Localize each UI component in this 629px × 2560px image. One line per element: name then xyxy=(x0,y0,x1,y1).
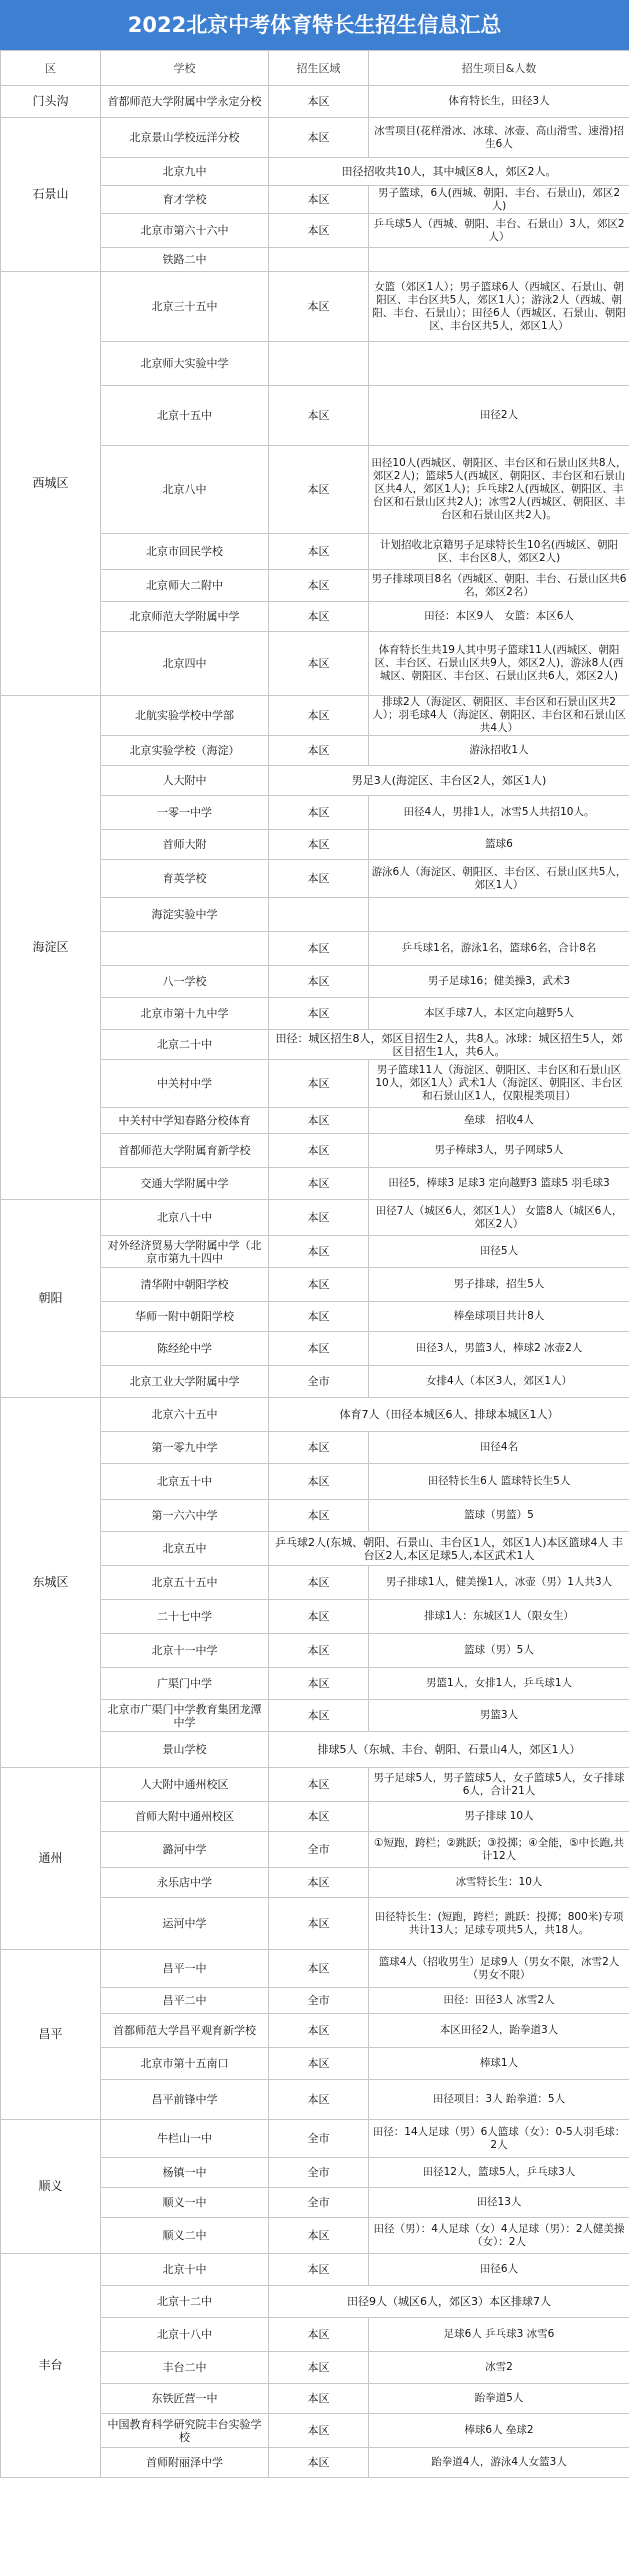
school-cell: 对外经济贸易大学附属中学（北京市第九十四中 xyxy=(101,1236,269,1268)
school-cell: 北京十八中 xyxy=(101,2318,269,2352)
project-cell: 足球6人 乒乓球3 冰雪6 xyxy=(369,2318,629,2352)
area-cell: 本区 xyxy=(269,696,369,736)
school-cell: 丰台二中 xyxy=(101,2352,269,2384)
school-cell: 第一零九中学 xyxy=(101,1432,269,1464)
combined-area-project-cell: 田径9人（城区6人，郊区3）本区排球7人 xyxy=(269,2286,629,2318)
project-cell: 计划招收北京籍男子足球特长生10名(西城区、朝阳区、丰台区8人，郊区2人) xyxy=(369,534,629,570)
project-cell xyxy=(369,898,629,932)
area-cell: 本区 xyxy=(269,830,369,860)
area-cell: 本区 xyxy=(269,272,369,342)
project-cell: 田径3人，男篮3人，棒球2 冰壶2人 xyxy=(369,1332,629,1366)
area-cell: 本区 xyxy=(269,1500,369,1532)
area-cell: 本区 xyxy=(269,632,369,696)
project-cell: 田径4人，男排1人，冰雪5人共招10人。 xyxy=(369,796,629,830)
project-cell: 田径特长生：(短跑，跨栏；跳跃：投掷；800米)专项共计13人；足球专项共5人，共18人。 xyxy=(369,1898,629,1950)
header-district: 区 xyxy=(1,51,101,86)
combined-area-project-cell: 田径招收共10人，其中城区8人，郊区2人。 xyxy=(269,158,629,186)
project-cell: 篮球（男篮）5 xyxy=(369,1500,629,1532)
school-cell: 北京三十五中 xyxy=(101,272,269,342)
table-row xyxy=(1,272,629,342)
school-cell: 北京市回民学校 xyxy=(101,534,269,570)
project-cell: 跆拳道5人 xyxy=(369,2384,629,2414)
project-cell: 田径5，棒球3 足球3 定向越野3 篮球5 羽毛球3 xyxy=(369,1168,629,1200)
area-cell: 本区 xyxy=(269,1898,369,1950)
area-cell: 全市 xyxy=(269,2188,369,2218)
school-cell: 景山学校 xyxy=(101,1732,269,1768)
area-cell: 本区 xyxy=(269,602,369,632)
area-cell: 本区 xyxy=(269,386,369,446)
school-cell: 八一学校 xyxy=(101,966,269,998)
school-cell: 一零一中学 xyxy=(101,796,269,830)
area-cell: 本区 xyxy=(269,1802,369,1832)
school-cell: 北京十五中 xyxy=(101,386,269,446)
table-row xyxy=(1,1768,629,1802)
project-cell: ①短跑，跨栏；②跳跃；③投掷；④全能，⑤中长跑,共计12人 xyxy=(369,1832,629,1868)
area-cell: 本区 xyxy=(269,1060,369,1108)
area-cell xyxy=(269,342,369,386)
project-cell: 田径（男）：4人足球（女）4人足球（男）：2人健美操（女）：2人 xyxy=(369,2218,629,2254)
area-cell: 本区 xyxy=(269,2352,369,2384)
project-cell: 体育特长生，田径3人 xyxy=(369,86,629,118)
project-cell: 田径：田径3人 冰雪2人 xyxy=(369,1988,629,2014)
district-cell: 丰台 xyxy=(1,2254,101,2478)
table-row xyxy=(1,86,629,118)
school-cell: 北京八十中 xyxy=(101,1200,269,1236)
area-cell: 本区 xyxy=(269,1634,369,1668)
area-cell: 本区 xyxy=(269,2254,369,2286)
project-cell: 田径7人（城区6人，郊区1人） 女篮8人（城区6人，郊区2人） xyxy=(369,1200,629,1236)
area-cell: 本区 xyxy=(269,998,369,1030)
project-cell: 排球1人：东城区1人（限女生） xyxy=(369,1600,629,1634)
project-cell: 篮球4人（招收男生）足球9人（男女不限，冰雪2人（男女不限） xyxy=(369,1950,629,1988)
project-cell: 冰雪2 xyxy=(369,2352,629,2384)
project-cell: 游泳6人（海淀区、朝阳区、丰台区、石景山区共5人，郊区1人） xyxy=(369,860,629,898)
school-cell: 首师大附 xyxy=(101,830,269,860)
area-cell: 本区 xyxy=(269,796,369,830)
area-cell: 本区 xyxy=(269,570,369,602)
project-cell: 棒球6人 垒球2 xyxy=(369,2414,629,2448)
project-cell xyxy=(369,248,629,272)
school-cell: 首都师范大学昌平观育新学校 xyxy=(101,2014,269,2048)
area-cell: 本区 xyxy=(269,736,369,766)
project-cell: 男子排球项目8名（西城区、朝阳、丰台、石景山区共6名，郊区2名） xyxy=(369,570,629,602)
school-cell: 牛栏山一中 xyxy=(101,2120,269,2158)
school-cell: 育才学校 xyxy=(101,186,269,214)
area-cell: 本区 xyxy=(269,2384,369,2414)
school-cell: 北京师范大学附属中学 xyxy=(101,602,269,632)
area-cell: 本区 xyxy=(269,1668,369,1700)
project-cell: 男子篮球，6人(西城、朝阳、丰台、石景山)，郊区2人) xyxy=(369,186,629,214)
school-cell: 育英学校 xyxy=(101,860,269,898)
area-cell: 本区 xyxy=(269,1600,369,1634)
area-cell: 本区 xyxy=(269,1566,369,1600)
area-cell: 本区 xyxy=(269,1108,369,1134)
school-cell: 北京市广渠门中学教育集团龙潭中学 xyxy=(101,1700,269,1732)
combined-area-project-cell: 男足3人(海淀区、丰台区2人，郊区1人) xyxy=(269,766,629,796)
project-cell: 男子足球5人，男子篮球5人，女子篮球5人，女子排球6人，合计21人 xyxy=(369,1768,629,1802)
district-cell: 门头沟 xyxy=(1,86,101,118)
school-cell: 中关村中学知春路分校体育 xyxy=(101,1108,269,1134)
district-cell: 通州 xyxy=(1,1768,101,1950)
school-cell: 杨镇一中 xyxy=(101,2158,269,2188)
project-cell: 乒乓球5人（西城、朝阳、丰台、石景山）3人，郊区2人） xyxy=(369,214,629,248)
area-cell: 本区 xyxy=(269,1168,369,1200)
school-cell: 北京市第十五南口 xyxy=(101,2048,269,2080)
school-cell: 北京十一中学 xyxy=(101,1634,269,1668)
page-title: 2022北京中考体育特长生招生信息汇总 xyxy=(0,0,629,50)
area-cell: 本区 xyxy=(269,1200,369,1236)
area-cell: 本区 xyxy=(269,1134,369,1168)
school-cell: 北京景山学校远洋分校 xyxy=(101,118,269,158)
table-row xyxy=(1,1398,629,1432)
project-cell: 游泳招收1人 xyxy=(369,736,629,766)
school-cell: 北京九中 xyxy=(101,158,269,186)
header-area: 招生区域 xyxy=(269,51,369,86)
school-cell: 北京五十中 xyxy=(101,1464,269,1500)
project-cell: 女排4人（本区3人，郊区1人） xyxy=(369,1366,629,1398)
school-cell: 北京十二中 xyxy=(101,2286,269,2318)
project-cell xyxy=(369,342,629,386)
project-cell: 体育特长生共19人其中男子篮球11人(西城区、朝阳区、丰台区、石景山区共9人，郊区2人)，游泳8人(西城区、朝阳区、丰台区、石景山区共6人，郊区2人) xyxy=(369,632,629,696)
project-cell: 男子排球，招生5人 xyxy=(369,1268,629,1302)
area-cell: 本区 xyxy=(269,2318,369,2352)
area-cell xyxy=(269,248,369,272)
district-cell: 石景山 xyxy=(1,118,101,272)
area-cell: 本区 xyxy=(269,2448,369,2478)
school-cell: 北京实验学校（海淀） xyxy=(101,736,269,766)
project-cell: 棒垒球项目共计8人 xyxy=(369,1302,629,1332)
school-cell: 潞河中学 xyxy=(101,1832,269,1868)
project-cell: 田径4名 xyxy=(369,1432,629,1464)
project-cell: 田径5人 xyxy=(369,1236,629,1268)
school-cell: 北京八中 xyxy=(101,446,269,534)
school-cell: 清华附中朝阳学校 xyxy=(101,1268,269,1302)
project-cell: 男子棒球3人，男子网球5人 xyxy=(369,1134,629,1168)
area-cell: 本区 xyxy=(269,1464,369,1500)
project-cell: 棒球1人 xyxy=(369,2048,629,2080)
area-cell: 本区 xyxy=(269,446,369,534)
area-cell: 本区 xyxy=(269,2080,369,2120)
school-cell: 北京师大二附中 xyxy=(101,570,269,602)
combined-area-project-cell: 乒乓球2人(东城、朝阳、石景山、丰台区1人，郊区1人)本区篮球4人 丰台区2人,本区足球5人,本区武术1人 xyxy=(269,1532,629,1566)
header-school: 学校 xyxy=(101,51,269,86)
area-cell: 本区 xyxy=(269,1302,369,1332)
school-cell: 北京市第十九中学 xyxy=(101,998,269,1030)
project-cell: 田径6人 xyxy=(369,2254,629,2286)
school-cell: 第一六六中学 xyxy=(101,1500,269,1532)
school-cell: 海淀实验中学 xyxy=(101,898,269,932)
school-cell: 昌平二中 xyxy=(101,1988,269,2014)
project-cell: 冰雪特长生：10人 xyxy=(369,1868,629,1898)
area-cell: 全市 xyxy=(269,1988,369,2014)
combined-area-project-cell: 体育7人（田径本城区6人、排球本城区1人） xyxy=(269,1398,629,1432)
school-cell: 铁路二中 xyxy=(101,248,269,272)
project-cell: 篮球（男）5人 xyxy=(369,1634,629,1668)
area-cell: 本区 xyxy=(269,1868,369,1898)
school-cell: 昌平前锋中学 xyxy=(101,2080,269,2120)
area-cell: 本区 xyxy=(269,1236,369,1268)
area-cell: 本区 xyxy=(269,1950,369,1988)
district-cell: 西城区 xyxy=(1,272,101,696)
header-project: 招生项目&人数 xyxy=(369,51,629,86)
area-cell: 本区 xyxy=(269,214,369,248)
school-cell: 人大附中通州校区 xyxy=(101,1768,269,1802)
school-cell: 永乐店中学 xyxy=(101,1868,269,1898)
school-cell: 北京师大实验中学 xyxy=(101,342,269,386)
area-cell: 本区 xyxy=(269,1432,369,1464)
school-cell: 二十七中学 xyxy=(101,1600,269,1634)
school-cell: 北京市第六十六中 xyxy=(101,214,269,248)
project-cell: 田径项目：3人 跆拳道：5人 xyxy=(369,2080,629,2120)
project-cell: 田径10人(西城区、朝阳区、丰台区和石景山区共8人，郊区2人)；篮球5人(西城区、朝阳区、丰台区和石景山区共4人，郊区1人)；乒乓球2人(西城区、朝阳区、丰台区和石景山区共2人)；冰雪2人(西城区、朝阳区、丰台区和石景山区共2人)。 xyxy=(369,446,629,534)
area-cell: 本区 xyxy=(269,2414,369,2448)
school-cell: 首都师范大学附属中学永定分校 xyxy=(101,86,269,118)
school-cell: 交通大学附属中学 xyxy=(101,1168,269,1200)
area-cell: 全市 xyxy=(269,2158,369,2188)
area-cell: 本区 xyxy=(269,534,369,570)
project-cell: 跆拳道4人，游泳4人女篮3人 xyxy=(369,2448,629,2478)
school-cell: 中关村中学 xyxy=(101,1060,269,1108)
area-cell: 全市 xyxy=(269,1366,369,1398)
area-cell: 本区 xyxy=(269,2014,369,2048)
area-cell: 本区 xyxy=(269,1268,369,1302)
area-cell: 本区 xyxy=(269,1332,369,1366)
district-cell: 东城区 xyxy=(1,1398,101,1768)
school-cell: 东铁匠营一中 xyxy=(101,2384,269,2414)
project-cell: 男子足球16；健美操3，武术3 xyxy=(369,966,629,998)
school-cell: 中国教育科学研究院丰台实验学校 xyxy=(101,2414,269,2448)
project-cell: 本区手球7人，本区定向越野5人 xyxy=(369,998,629,1030)
table-row xyxy=(1,2254,629,2286)
project-cell: 排球2人（海淀区、朝阳区、丰台区和石景山区共2人）；羽毛球4人（海淀区、朝阳区、丰台区和石景山区共4人） xyxy=(369,696,629,736)
area-cell: 本区 xyxy=(269,2218,369,2254)
school-cell: 广渠门中学 xyxy=(101,1668,269,1700)
project-cell: 田径：本区9人 女篮：本区6人 xyxy=(369,602,629,632)
table-row xyxy=(1,1950,629,1988)
project-cell: 乒乓球1名，游泳1名，篮球6名，合计8名 xyxy=(369,932,629,966)
school-cell: 北航实验学校中学部 xyxy=(101,696,269,736)
school-cell: 首师大附中通州校区 xyxy=(101,1802,269,1832)
school-cell: 陈经纶中学 xyxy=(101,1332,269,1366)
area-cell: 本区 xyxy=(269,1700,369,1732)
school-cell: 人大附中 xyxy=(101,766,269,796)
school-cell: 北京十中 xyxy=(101,2254,269,2286)
area-cell: 本区 xyxy=(269,932,369,966)
project-cell: 女篮（郊区1人）；男子篮球6人（西城区、石景山、朝阳区、丰台区共5人，郊区1人）；游泳2人（西城、朝阳、丰台、石景山）；田径6人（西城区、石景山、朝阳区、丰台区共5人，郊区1人） xyxy=(369,272,629,342)
school-cell: 北京二十中 xyxy=(101,1030,269,1060)
schools-table xyxy=(0,50,629,2478)
project-cell: 田径13人 xyxy=(369,2188,629,2218)
school-cell: 华师一附中朝阳学校 xyxy=(101,1302,269,1332)
school-cell: 昌平一中 xyxy=(101,1950,269,1988)
school-cell: 北京六十五中 xyxy=(101,1398,269,1432)
table-row xyxy=(1,2120,629,2158)
area-cell: 本区 xyxy=(269,2048,369,2080)
area-cell: 本区 xyxy=(269,1768,369,1802)
school-cell: 顺义一中 xyxy=(101,2188,269,2218)
project-cell: 田径2人 xyxy=(369,386,629,446)
project-cell: 垒球 招收4人 xyxy=(369,1108,629,1134)
school-cell: 北京四中 xyxy=(101,632,269,696)
project-cell: 田径：14人足球（男）6人篮球（女）：0-5人羽毛球：2人 xyxy=(369,2120,629,2158)
area-cell: 本区 xyxy=(269,118,369,158)
project-cell: 男子排球1人，健美操1人，冰壶（男）1人共3人 xyxy=(369,1566,629,1600)
school-cell: 首师附丽泽中学 xyxy=(101,2448,269,2478)
school-cell: 运河中学 xyxy=(101,1898,269,1950)
table-row xyxy=(1,696,629,736)
table-row xyxy=(1,1200,629,1236)
school-cell: 顺义二中 xyxy=(101,2218,269,2254)
project-cell: 男篮3人 xyxy=(369,1700,629,1732)
project-cell: 冰雪项目(花样滑冰、冰球、冰壶、高山滑雪、速滑)招生6人 xyxy=(369,118,629,158)
district-cell: 海淀区 xyxy=(1,696,101,1200)
combined-area-project-cell: 排球5人（东城、丰台、朝阳、石景山4人，郊区1人） xyxy=(269,1732,629,1768)
area-cell: 全市 xyxy=(269,1832,369,1868)
area-cell: 本区 xyxy=(269,966,369,998)
school-cell: 北京五中 xyxy=(101,1532,269,1566)
project-cell: 男子篮球11人（海淀区、朝阳区、丰台区和石景山区10人，郊区1人）武术1人（海淀区、朝阳区、丰台区和石景山区1人，仅限棍类项目） xyxy=(369,1060,629,1108)
school-cell: 北京五十五中 xyxy=(101,1566,269,1600)
header-row xyxy=(1,51,629,86)
project-cell: 田径12人，篮球5人，乒乓球3人 xyxy=(369,2158,629,2188)
project-cell: 本区田径2人，跆拳道3人 xyxy=(369,2014,629,2048)
area-cell xyxy=(269,898,369,932)
area-cell: 全市 xyxy=(269,2120,369,2158)
combined-area-project-cell: 田径：城区招生8人，郊区目招生2人，共8人。冰球：城区招生5人，郊区目招生1人，共6人。 xyxy=(269,1030,629,1060)
project-cell: 田径特长生6人 篮球特长生5人 xyxy=(369,1464,629,1500)
district-cell: 朝阳 xyxy=(1,1200,101,1398)
table-row xyxy=(1,118,629,158)
area-cell: 本区 xyxy=(269,186,369,214)
project-cell: 篮球6 xyxy=(369,830,629,860)
district-cell: 昌平 xyxy=(1,1950,101,2120)
area-cell: 本区 xyxy=(269,860,369,898)
school-cell: 首都师范大学附属育新学校 xyxy=(101,1134,269,1168)
district-cell: 顺义 xyxy=(1,2120,101,2254)
project-cell: 男篮1人，女排1人，乒乓球1人 xyxy=(369,1668,629,1700)
table-body xyxy=(1,86,629,2478)
area-cell: 本区 xyxy=(269,86,369,118)
school-cell xyxy=(101,932,269,966)
project-cell: 男子排球 10人 xyxy=(369,1802,629,1832)
school-cell: 北京工业大学附属中学 xyxy=(101,1366,269,1398)
